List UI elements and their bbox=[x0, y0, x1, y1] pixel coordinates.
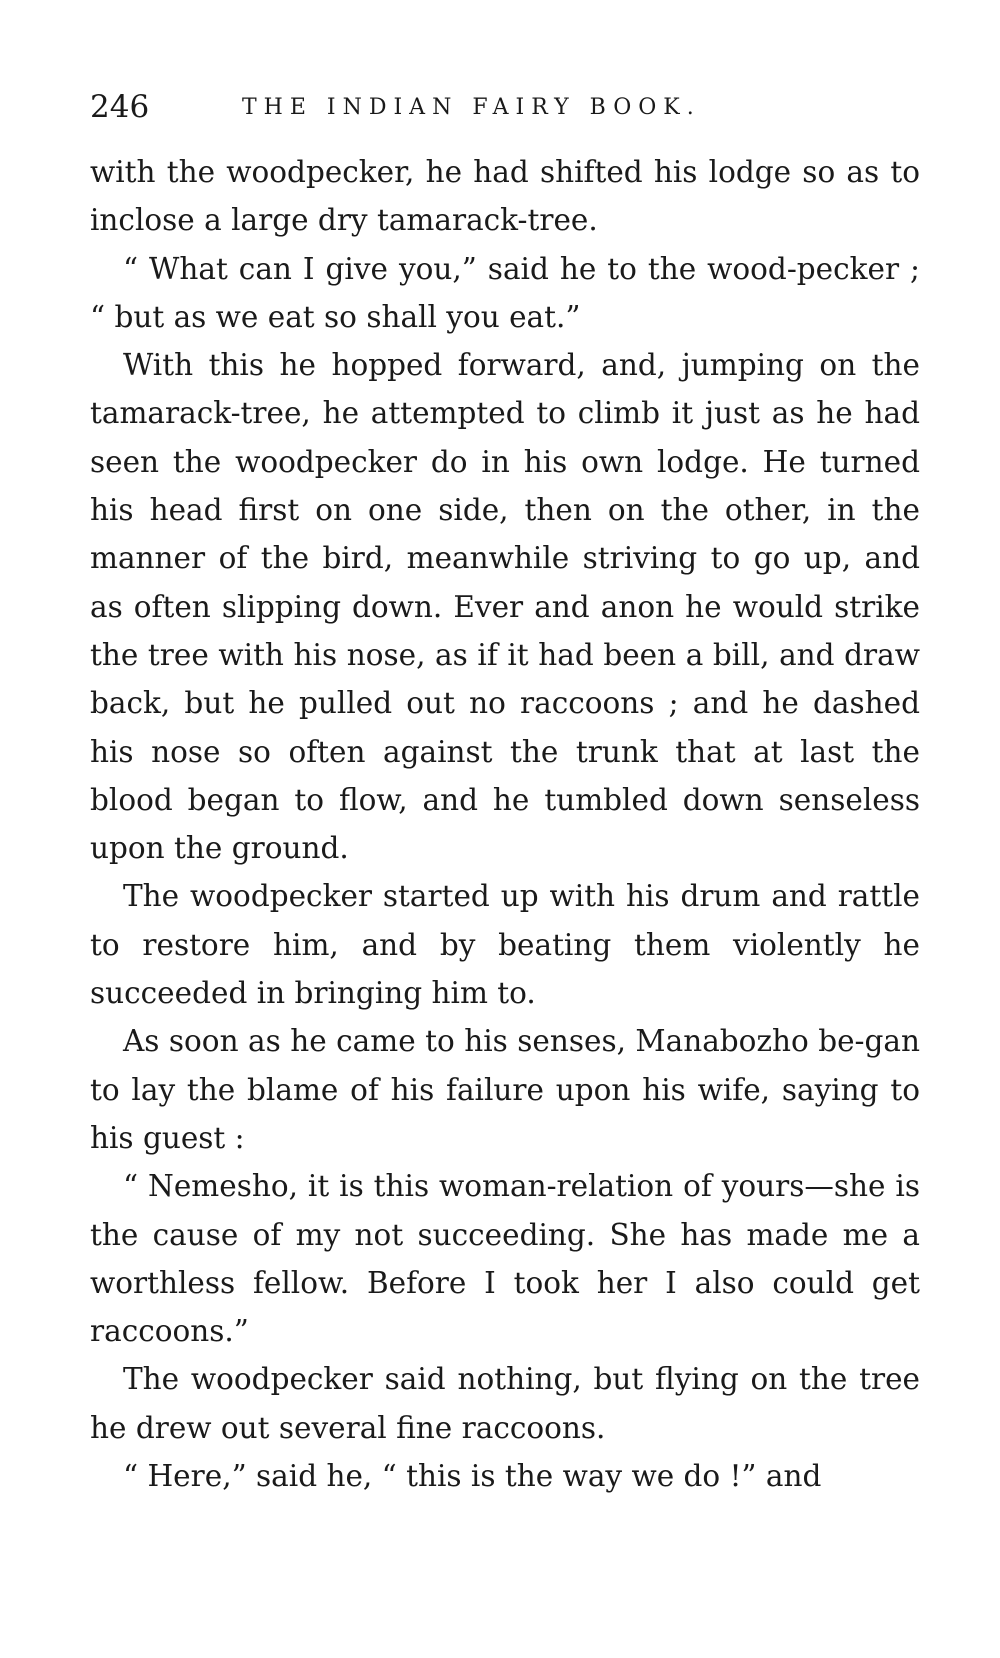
paragraph-continuation: with the woodpecker, he had shifted his lodge so as to inclose a large dry tamarack-tree. bbox=[90, 155, 920, 238]
page-number: 246 bbox=[90, 89, 150, 125]
paragraph: “ Here,” said he, “ this is the way we do !” and bbox=[123, 1459, 822, 1494]
page-header bbox=[90, 82, 920, 132]
paragraph: “ Nemesho, it is this woman-relation of yours—she is the cause of my not succeeding. She has made me a worthless fellow. Before I took her I also could get raccoons.” bbox=[90, 1169, 920, 1349]
paragraph: “ What can I give you,” said he to the wood-pecker ; “ but as we eat so shall you eat.” bbox=[90, 251, 920, 334]
paragraph: As soon as he came to his senses, Manabozho be-gan to lay the blame of his failure upon his wife, saying to his guest : bbox=[90, 1024, 920, 1155]
paragraph: The woodpecker said nothing, but flying on the tree he drew out several fine raccoons. bbox=[90, 1362, 920, 1445]
body-text bbox=[90, 148, 920, 1500]
paragraph: The woodpecker started up with his drum and rattle to restore him, and by beating them violently he succeeded in bringing him to. bbox=[90, 879, 920, 1011]
running-title: THE INDIAN FAIRY BOOK. bbox=[242, 95, 701, 120]
paragraph: With this he hopped forward, and, jumping on the tamarack-tree, he attempted to climb it just as he had seen the woodpecker do in his own lodge. He turned his head first on one side, then on the other, in the manner of the bird, meanwhile striving to go up, and as often slipping down. Ever and anon he would strike the tree with his nose, as if it had been a bill, and draw back, but he pulled out no raccoons ; and he dashed his nose so often against the trunk that at last the blood began to flow, and he tumbled down senseless upon the ground. bbox=[90, 348, 920, 866]
